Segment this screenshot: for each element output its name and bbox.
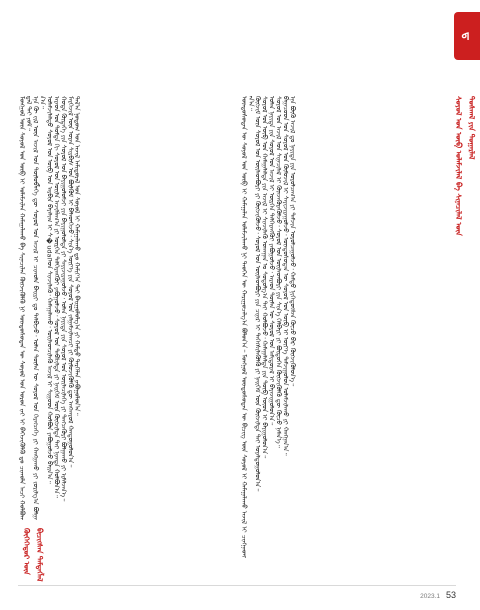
paragraph: ᠡᠨᠡ ᠬᠦ ᠵᠢᠯ ᠦᠨ ᠠᠵᠢᠯ ᠤᠨ ᠲᠥᠯᠥᠪᠯᠡᠭᠡ ᠳᠦ ᠰᠣᠶᠣᠯ ᠤᠨ ᠠᠵᠢᠯ ᠢ ᠴᠢᠬᠤᠯᠠ ᠪᠠᠢᠷᠢ ᠳᠤ ᠲᠠᠯᠪᠢᠵᠤ᠂ ᠣᠯᠠᠨ ᠲᠦᠮᠡᠨ ᠦ ᠰᠣᠶᠣᠯ ᠤᠨ ᠬᠡᠷᠡᠭᠴᠡᠭᠡ ᠶᠢ ᠬᠠᠩᠭᠠᠬᠤ ᠶᠢ ᠵᠣᠷᠢᠯᠭ᠎ᠠ ᠪᠣᠯᠭᠠᠨ᠎ᠠ᠃ xyxy=(31,96,47,520)
text-column-left xyxy=(18,96,226,520)
section-marker-glyph: ᠳ xyxy=(460,31,474,41)
footer-divider xyxy=(18,585,456,586)
text-column-right xyxy=(240,96,448,558)
paragraph: ᠬᠣᠲᠠ ᠬᠥᠳᠡᠭᠡ ᠶᠢᠨ ᠰᠣᠶᠣᠯ ᠤᠨ ᠪᠠᠶᠢᠭᠤᠯᠤᠮᠵᠢ ᠶᠢᠨ ᠪᠠᠶᠢᠭᠤᠯᠤᠯᠲᠠ ᠶᠢ ᠰᠠᠶᠢᠵᠢᠷᠠᠭᠤᠯᠵᠤ᠂ ᠣᠯᠠᠨ ᠨᠡᠶᠢᠲᠡ ᠶᠢᠨ ᠰᠣᠶᠣᠯ ᠤᠨ ᠦᠢᠯᠡᠴᠢᠯᠡᠭᠡ ᠶᠢ ᠲᠡᠩᠴᠡᠭᠦᠷᠢ ᠪᠣᠯᠭᠠᠬᠤ ᠶᠢ ᠡᠷᠮᠡᠯᠵᠡᠨ᠎ᠡ᠃ xyxy=(59,96,68,502)
paragraph: ᠡᠨᠡ ᠪᠦᠬᠦ ᠠᠵᠢᠯ ᠳᠤ ᠨᠡᠶᠢᠲᠡ ᠶᠢᠨ ᠣᠷᠣᠯᠴᠠᠭ᠎ᠠ ᠶᠢ ᠳᠡᠮᠵᠢᠨ ᠣᠷᠣᠯᠴᠠᠭᠤᠯᠵᠤ᠂ ᠬᠠᠮᠲᠤ ᠨᠢᠭᠡᠳᠦᠭᠰᠡᠨ ᠬᠦᠴᠦ ᠪᠡᠷ ᠬᠥᠭᠵᠢᠭᠦᠯᠦᠨ᠎ᠡ᠃ xyxy=(288,96,297,387)
paragraph: ᠮᠣᠩᠭᠣᠯ ᠦᠨ ᠰᠣᠶᠣᠯ ᠤᠨ ᠦᠪ ᠢ ᠤᠯᠠᠮᠵᠢᠯᠠᠨ ᠬᠠᠮᠠᠭᠠᠯᠠᠬᠤ ᠪᠠ ᠰᠢᠨᠡᠴᠢᠯᠡᠨ ᠬᠥᠭᠵᠢᠭᠦᠯᠬᠦ ᠨᠢ ᠦᠨᠳᠦᠰᠦᠲᠡᠨ ᠦ ᠰᠣᠶᠣᠯ ᠤᠨ ᠣᠷᠣᠨ ᠵᠠᠶ ᠢ ᠪᠡᠬᠡᠵᠢᠭᠦᠯᠬᠦ ᠳᠤ ᠴᠢᠬᠤᠯᠠ ᠠᠴᠢ ᠬᠣᠯᠪᠣᠭᠳᠠᠯ ᠲᠠᠢ ᠶᠤᠮ᠃ xyxy=(18,96,33,520)
paragraph: ᠬᠥᠭᠵᠢᠮ ᠦᠨ ᠰᠣᠶᠣᠯ ᠤᠨ ᠦᠢᠯᠡᠳᠪᠦᠷᠢ ᠶᠢ ᠬᠥᠭᠵᠢᠭᠦᠯᠵᠦ᠂ ᠰᠣᠶᠣᠯ ᠤᠨ ᠦᠢᠯᠡᠳᠪᠦᠷᠢ ᠶᠢᠨ ᠴᠢᠨᠠᠷ ᠢ ᠳᠡᠭᠡᠭᠰᠢᠯᠡᠭᠦᠯᠬᠦ ᠶᠢ ᠨᠡᠢᠭᠡᠮ ᠦᠨ ᠬᠥᠭᠵᠢᠯᠲᠡ ᠲᠡᠢ ᠤᠶᠠᠯᠳᠤᠭᠤᠯᠤᠨ᠎ᠠ᠃ xyxy=(253,96,262,492)
paragraph: ᠠᠷᠠᠳ ᠤᠨ ᠳᠤᠮᠳᠠ ᠬᠢ ᠰᠣᠶᠣᠯ ᠤᠨ ᠦᠢᠯᠡ ᠠᠵᠢᠯᠯᠠᠭ᠎ᠠ ᠶᠢ ᠥᠷᠭᠡᠨ ᠳᠡᠯᠭᠡᠷᠡᠩᠭᠦᠢ ᠶᠠᠪᠤᠭᠤᠯᠵᠤ᠂ ᠰᠣᠶᠣᠯ ᠤᠨ ᠳᠡᠪᠰᠢᠯᠲᠡ ᠶᠢ ᠨᠡᠢᠭᠡᠮ ᠦᠨ ᠬᠥᠭᠵᠢᠯᠲᠡ ᠲᠡᠢ ᠨᠢᠭᠲᠠ ᠬᠣᠯᠪᠣᠨ᠎ᠠ᠃ xyxy=(52,96,61,498)
paragraph: ᠰᠣᠶᠣᠯ ᠤᠨ ᠠᠵᠢᠯ ᠤᠨ ᠰᠢᠨᠡᠴᠢᠯᠡᠯ ᠢ ᠭᠦᠨᠵᠡᠭᠦᠷᠡᠭᠦᠯᠵᠦ᠂ ᠰᠣᠶᠣᠯ ᠤᠨ ᠦᠢᠯᠡᠳᠪᠦᠷᠢ ᠶᠢᠨ ᠰᠢᠨ᠎ᠡ ᠬᠡᠯᠪᠡᠷᠢ ᠶᠢ ᠪᠦᠲᠦᠭᠡᠨ ᠬᠥᠭᠵᠢᠭᠦᠯᠬᠦ ᠳᠦ ᠬᠦᠴᠦ ᠨᠡᠮᠡᠨ᠎ᠡ᠃ xyxy=(274,96,283,448)
paragraph: ᠲᠠᠯ᠎ᠠ ᠨᠤᠲᠤᠭ ᠤᠨ ᠠᠵᠢᠯ ᠠᠮᠢᠳᠤᠷᠠᠯ ᠤᠨ ᠰᠣᠶᠣᠯ ᠢ ᠬᠠᠮᠠᠭᠠᠯᠠᠬᠤ ᠳᠤ ᠬᠠᠮᠢᠶ᠎ᠠ ᠲᠡᠢ ᠪᠠᠢᠭᠤᠯᠤᠯᠭ᠎ᠠ ᠶᠢ ᠬᠠᠮᠲᠤ ᠲᠡᠷᠭᠡᠯᠡᠨ ᠶᠠᠪᠤᠭᠤᠯᠤᠨ᠎ᠠ᠃ xyxy=(73,96,82,416)
issue-number: 2023.1 xyxy=(420,593,440,600)
author-signature: ᠬᠦᠬᠡᠬᠡᠲᠦᠷ ᠦᠨ ᠪᠢᠴᠢᠭᠰᠡᠨ ᠲᠡᠮᠳᠡᠭᠯᠡᠯ xyxy=(22,528,44,582)
paragraph: ᠰᠣᠶᠣᠯ ᠤᠨ ᠦᠪ ᠤᠨ ᠬᠠᠮᠠᠭᠠᠯᠠᠯᠲᠠ ᠶᠢᠨ ᠠᠵᠢᠯ ᠢ ᠰᠢᠨᠵᠢᠯᠡᠬᠦ ᠤᠬᠠᠭᠠᠨ ᠤ ᠰᠤᠳᠤᠯᠭ᠎ᠠ ᠲᠡᠢ ᠬᠣᠯᠪᠣᠵᠤ᠂ ᠬᠠᠮᠠᠭᠠᠯᠠᠯᠲᠠ ᠶᠢᠨ ᠲᠥᠪ ᠦᠳ ᠢ ᠪᠠᠶᠢᠭᠤᠯᠤᠨ᠎ᠠ᠃ xyxy=(260,96,269,459)
section-marker-tab xyxy=(454,12,480,60)
paragraph: ᠪᠠᠭᠠᠴᠤᠳ ᠤᠨ ᠰᠣᠶᠣᠯ ᠤᠨ ᠬᠦᠮᠦᠵᠢᠯ ᠢ ᠰᠠᠶᠢᠵᠢᠷᠠᠭᠤᠯᠵᠤ᠂ ᠦᠨᠳᠦᠰᠦᠲᠡᠨ ᠦ ᠰᠣᠶᠣᠯ ᠤᠨ ᠦᠪ ᠢ ᠦᠶ᠎ᠡ ᠳᠠᠮᠵᠢᠭᠤᠯᠤᠨ ᠤᠯᠠᠮᠵᠢᠯᠠᠬᠤ ᠶᠢ ᠬᠠᠩᠭᠠᠨ᠎ᠠ᠃ xyxy=(281,96,290,456)
paragraph: ᠦᠨᠳᠦᠰᠦᠲᠡᠨ ᠦ ᠰᠣᠶᠣᠯ ᠤᠨ ᠦᠪ ᠢ ᠬᠠᠮᠠᠭᠠᠯᠠᠨ ᠤᠯᠠᠮᠵᠢᠯᠠᠬᠤ ᠨᠢ ᠲᠡᠦᠬᠡᠨ ᠦ ᠬᠠᠷᠢᠭᠤᠴᠠᠯᠭ᠎ᠠ ᠪᠣᠯᠣᠨ᠎ᠠ᠃ ᠮᠣᠩᠭᠣᠯ ᠦᠨᠳᠦᠰᠦᠲᠡᠨ ᠦ ᠪᠢᠴᠢᠭ ᠦᠨ ᠰᠣᠶᠣᠯ ᠢ ᠬᠠᠮᠠᠭᠠᠯᠠᠬᠤ ᠠᠵᠢᠯ ᠢ ᠴᠢᠩᠭᠠᠳᠬᠠᠨ᠎ᠠ᠃ xyxy=(240,96,255,558)
page-number: 53 xyxy=(445,590,456,600)
paragraph: ᠮᠡᠷᠭᠡᠵᠢᠯ ᠦᠨ ᠤᠷᠠᠨ ᠰᠢᠷᠪᠢᠰ ᠤᠨ ᠪᠦᠯᠬᠦᠮ ᠢ ᠪᠡᠯᠡᠳᠬᠡᠵᠦ᠂ ᠰᠢᠨ᠎ᠡ ᠦᠶ᠎ᠡ ᠶᠢᠨ ᠰᠣᠶᠣᠯ ᠤᠨ ᠵᠠᠯᠭᠠᠮᠵᠢᠯᠠᠭᠴᠢ ᠶᠢ ᠬᠥᠮᠦᠵᠢᠭᠦᠯᠬᠦ ᠳᠦ ᠠᠩᠬᠠᠷᠤᠯ ᠬᠠᠨᠳᠤᠭᠤᠯᠤᠨ᠎ᠠ᠃ xyxy=(66,96,75,468)
paragraph: ᠣᠯᠠᠨ ᠨᠡᠶᠢᠲᠡ ᠶᠢᠨ ᠰᠣᠶᠣᠯ ᠤᠨ ᠠᠵᠢᠯ ᠢ ᠥᠷᠭᠡᠨ ᠳᠡᠯᠭᠡᠷᠡᠩᠭᠦᠢ ᠶᠠᠪᠤᠭᠤᠯᠵᠤ᠂ ᠠᠷᠠᠳ ᠲᠦᠮᠡᠨ ᠦ ᠰᠣᠶᠣᠯ ᠤᠨ ᠠᠮᠢᠳᠤᠷᠠᠯ ᠢ ᠪᠠᠶᠠᠵᠢᠭᠤᠯᠤᠨ᠎ᠠ᠃ xyxy=(267,96,276,426)
paragraph: ᠤᠯᠠᠮᠵᠢᠯᠠᠯᠲᠤ ᠰᠣᠶᠣᠯ ᠤᠨ ᠦᠪ ᠤᠨ ᠠᠷᠪᠢᠨ ᠪᠠᠶᠠᠯᠢᠭ ᠢ ᠰ�udalᠤᠨ ᠰᠢᠨᠵᠢᠯᠡᠬᠦ᠂ ᠬᠠᠮᠠᠭᠠᠯᠠᠬᠤ᠂ ᠦᠢᠯᠡᠳᠴᠢᠯᠡᠬᠦ ᠠᠵᠢᠯ ᠢ ᠰᠢᠭᠤᠳ ᠬᠣᠯᠪᠣᠨ ᠶᠠᠪᠤᠭᠤᠯᠵᠤ ᠪᠠᠢᠨ᠎ᠠ᠃ xyxy=(45,96,54,484)
page-footer xyxy=(420,590,456,600)
article-heading: ᠰᠣᠶᠣᠯ ᠤᠨ ᠦᠪ ᠤᠯᠠᠮᠵᠢᠯᠠᠯ ᠪᠠ ᠰᠢᠨᠡᠴᠢᠯᠡᠯ ᠦᠨ ᠳᠣᠰᠬᠠᠯ ᠶᠢᠨ ᠳᠤᠭᠠᠷᠯᠠᠯ xyxy=(454,96,476,236)
